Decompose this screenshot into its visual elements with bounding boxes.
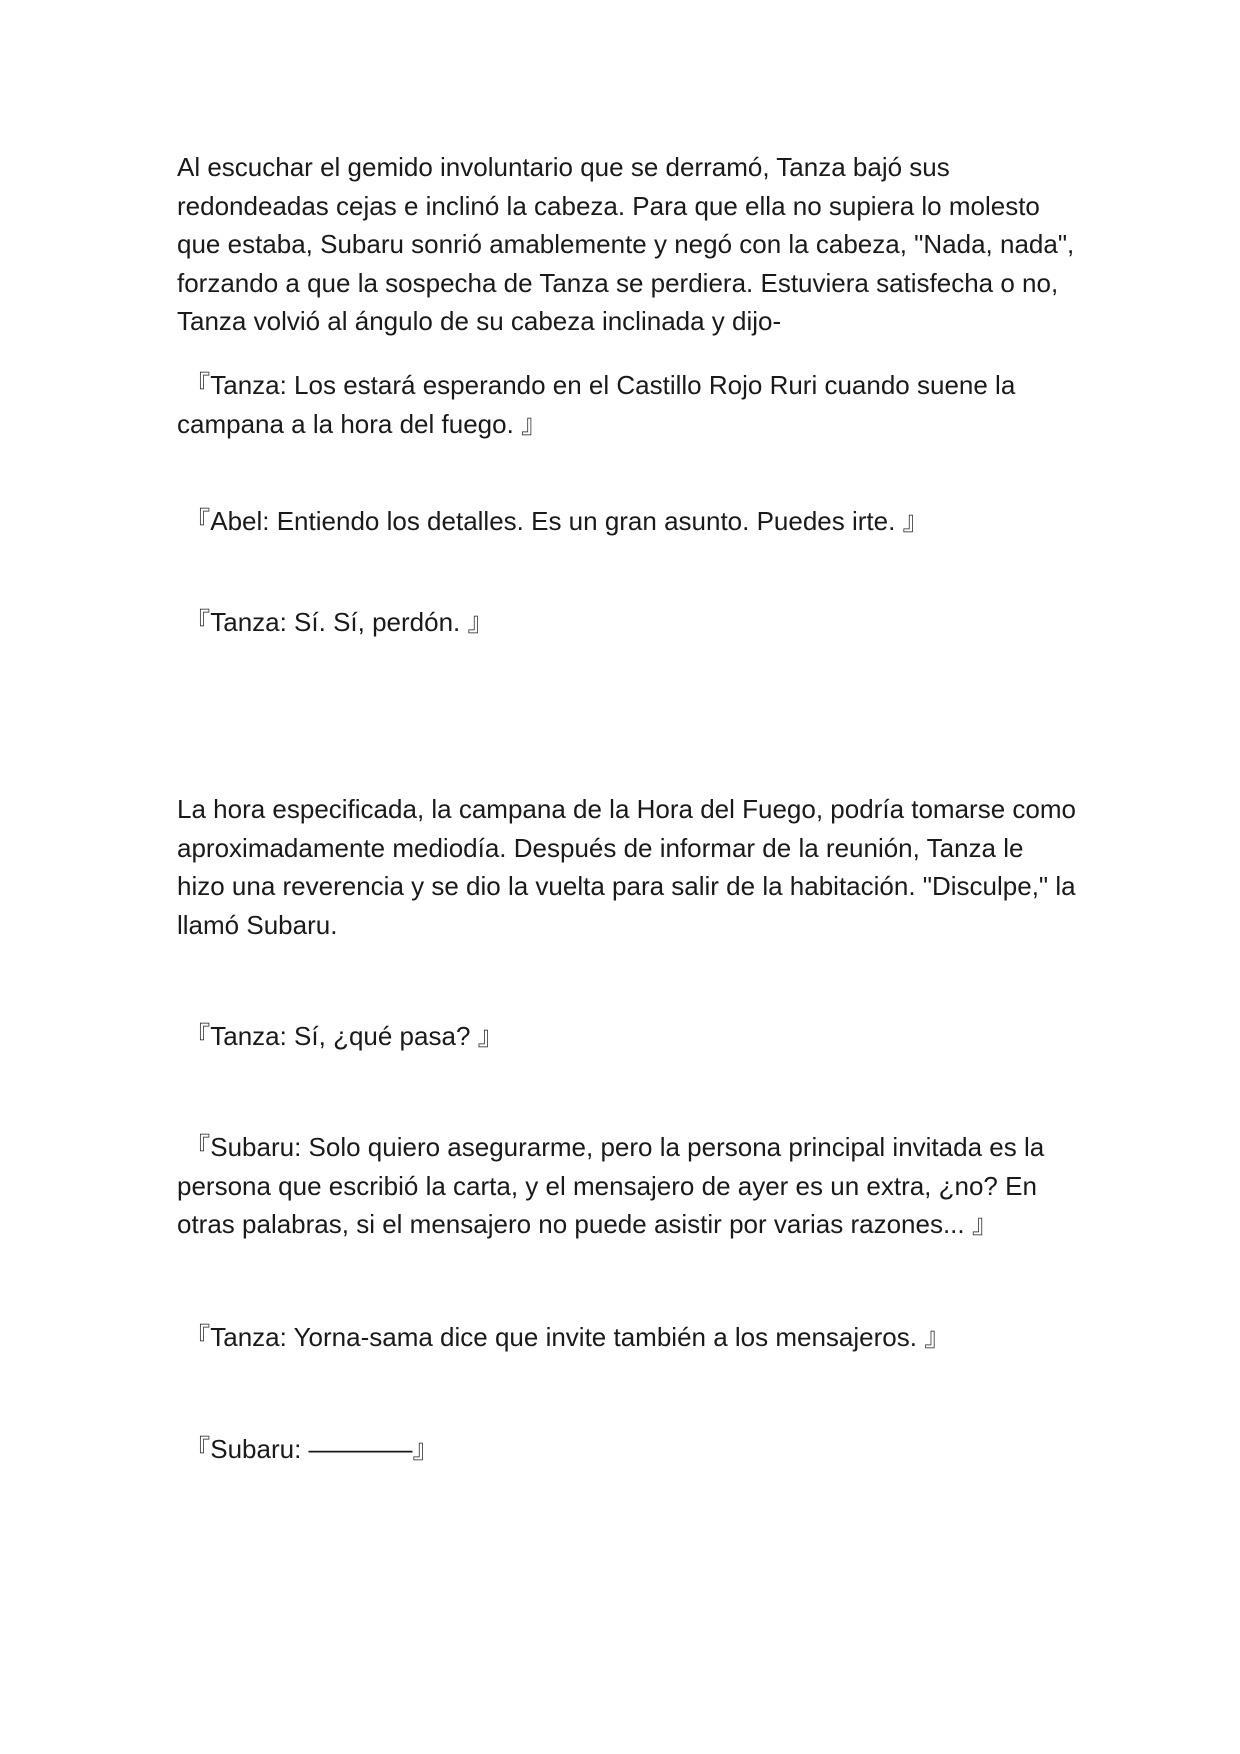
dialogue-abel-dismissal: 『Abel: Entiendo los detalles. Es un gran asunto. Puedes irte. 』: [177, 506, 929, 536]
dialogue-tanza-apology: 『Tanza: Sí. Sí, perdón. 』: [177, 607, 494, 637]
dialogue-tanza-invitation: 『Tanza: Los estará esperando en el Castillo Rojo Ruri cuando suene la campana a la hora del fuego. 』: [177, 370, 1023, 439]
dialogue-tanza-answer: 『Tanza: Yorna-sama dice que invite también a los mensajeros. 』: [177, 1322, 951, 1352]
dialogue-tanza-question: 『Tanza: Sí, ¿qué pasa? 』: [177, 1021, 504, 1051]
dialogue-subaru-silence: 『Subaru: ————』: [177, 1434, 439, 1464]
dialogue-subaru-question: 『Subaru: Solo quiero asegurarme, pero la persona principal invitada es la persona que escribió la carta, y el mensajero de ayer es un extra, ¿no? En otras palabras, si el mensajero no puede asistir por varias razones... 』: [177, 1132, 1052, 1239]
narration-paragraph: Al escuchar el gemido involuntario que se derramó, Tanza bajó sus redondeadas cejas e inclinó la cabeza. Para que ella no supiera lo molesto que estaba, Subaru sonrió amablemente y negó con la cabeza, "Nada, nada", forzando a que la sospecha de Tanza se perdiera. Estuviera satisfecha o no, Tanza volvió al ángulo de su cabeza inclinada y dijo-: [177, 152, 1075, 336]
narration-paragraph-time: La hora especificada, la campana de la Hora del Fuego, podría tomarse como aproximadamente mediodía. Después de informar de la reunión, Tanza le hizo una reverencia y se dio la vuelta para salir de la habitación. "Disculpe," la llamó Subaru.: [177, 794, 1076, 940]
